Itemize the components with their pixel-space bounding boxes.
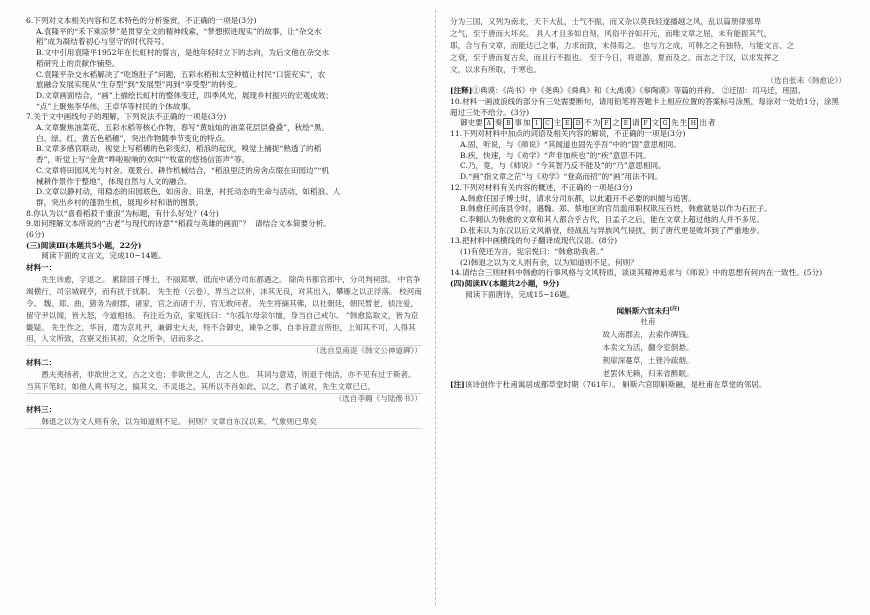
q10-char: 出 — [699, 118, 707, 128]
q12-option-c[interactable]: C.李翱认为韩愈的文章和其人都合乎古代，目孟子之后，能在文章上超过他的人并不多见。 — [460, 214, 765, 224]
q10-char: 为 — [592, 118, 601, 128]
right-column — [450, 16, 846, 390]
q10-char: 主 — [553, 118, 562, 128]
q11-stem: 11.下列对材料中加点的词语及相关内容的解说，不正确的一项是(3分) — [450, 129, 686, 139]
q6-stem: 6.下列对文本相关内容和艺术特色的分析鉴赏，不正确的一项是(3分) — [26, 16, 257, 25]
poem-line: 本卖文为活，翻令室倒悬。 — [602, 342, 694, 352]
q10-break-marker[interactable]: C — [543, 118, 553, 129]
left-column — [26, 16, 422, 429]
q12-option-a[interactable]: A.韩愈任国子博士时，请求分司东都，以此避开不必要的纠缠与追害。 — [460, 193, 696, 203]
q10-break-marker[interactable]: B — [503, 118, 513, 129]
material-3-continued-3: 耶，合与有文章，而能达己之事，力求而致，未得焉之。 也与力之成，可韩之之有独特，与能文言、之 — [450, 40, 795, 50]
q10-char: 请 — [631, 118, 640, 128]
q10-char: 加 — [522, 118, 531, 128]
section-4-intro: 阅读下面唐诗，完成15~16题。 — [465, 289, 575, 299]
q10-char: 事 — [514, 118, 522, 128]
q10-char: 生 — [679, 118, 688, 128]
q10-char: 者 — [707, 118, 716, 128]
section-3-heading: (三)阅读Ⅲ(本题共5小题，22分) — [26, 240, 142, 250]
q11-option-d[interactable]: D.“画”指文章之茫”与《劝学》“登高而招”的“画”用法不同。 — [460, 172, 663, 182]
annotation: [注释]①典谟：《尚书》中《尧典》《舜典》和《大禹谟》《皋陶谟》等篇的并称。 ②迁固：司马迁，班固。 — [450, 86, 806, 96]
q10-char: 不 — [584, 118, 592, 128]
q10-break-marker[interactable]: F — [601, 118, 611, 129]
q10-break-marker[interactable]: E — [621, 118, 631, 129]
q9-stem: 9.如何理解文本所说的“古老”与现代的诗意”“稻菽与英雄的画面”？ 请结合文本简要分析。 (6分) — [26, 219, 331, 240]
poem-line: 老罢休无赖，归来省醉眠。 — [602, 368, 694, 378]
q7-option-a[interactable]: A.文章聚焦油菜花、五彩水稻等核心作物，春写“黄灿灿的油菜花层层叠叠”，秋绘“黑、 白、绿、红、黄五色稻穗”，突出作物随季节变化的特点。 — [36, 123, 329, 143]
material-3-text: 韩退之以为文人则有余，以为知道则不足。 何则？文章自东汉以来，气象则已卑矣 — [26, 416, 422, 429]
q10-break-marker[interactable]: F — [641, 118, 651, 129]
q10-break-marker[interactable]: A — [484, 118, 494, 129]
q11-option-b[interactable]: B.疾，快速，与《劝学》“声非加疾也”的“疾”意思不同。 — [460, 150, 651, 160]
material-3-label: 材料三： — [26, 405, 57, 415]
material-1-label: 材料一： — [26, 263, 57, 273]
q14-stem: 14.请结合三则材料中韩愈的行事风格与文风特质，谈谈其精神追求与《师说》中的思想有何内在一致性。(5分) — [450, 268, 823, 278]
q10-stem: 10.材料一画波浪线的部分有三处需要断句，请用铅笔将答题卡上相应位置的答案标号涂黑，每涂对一处给1分，涂黑超过三处不给分。(3分) — [450, 96, 840, 117]
column-divider — [435, 10, 436, 605]
poem-body — [450, 328, 846, 380]
material-2-label: 材料二： — [26, 358, 57, 368]
q10-break-marker[interactable]: D — [573, 118, 583, 129]
q10-break-marker[interactable]: H — [688, 118, 698, 129]
q7-option-b[interactable]: B.文章多感官联动，视觉上写稻穗的色彩变幻，稻浪的起伏，嗅觉上捕捉“熟透了的稻 香”，听觉上写“金黄“哗啦啦响的欢叫”“牧童的悠扬信笛声”等。 — [36, 144, 322, 165]
q6-option-c[interactable]: C.袁隆平杂交水稻解决了“吃饱肚子”问题，五彩水稻和太空种植让村民“口袋充实”，农 旅融合发展实现从“生存型”到“发展型”再到“享受型”的转变。 — [36, 69, 326, 90]
q6-option-b[interactable]: B.文中引用袁隆平1952年在长虹村的誓言，是他年轻时立下的志向，为后文他在杂交水 稻研究上的贡献作铺垫。 — [36, 48, 330, 68]
q10-char: 文 — [651, 118, 660, 128]
q13-stem: 13.把材料中画横线的句子翻译成现代汉语。(8分) — [450, 236, 618, 246]
section-3-intro: 阅读下面的文言文，完成10~14题。 — [41, 251, 166, 261]
q7-option-d[interactable]: D.文章以静衬动，用稳态的田园底色，如房舍、田垄，衬托动态的生命与活动，如稻浪、人 群，突出乡村的蓬勃生机，展现乡村和谐的图景。 — [36, 187, 341, 207]
q7-option-c[interactable]: C.文章将田园风光与村舍、观景台、耕作机械结合，“稻浪里泛的房舍点缀在田园边”“机 械耕作景作于整地”，体现自然与人文的融合。 — [36, 165, 329, 186]
material-3-continued-1: 分为三国，又列为南北，天下大乱，士气不振，而又杂以莫我轻遂播越之风，乱以篇册律邪卑 — [450, 17, 762, 26]
q6-option-d[interactable]: D.文章画面结合，“画”上描绘长虹村的整体变迁，四季风光，展现乡村振兴的宏观成效； “点”上聚焦李华伟、王卓华等村民的个体故事。 — [36, 90, 333, 111]
material-3-continued-4: 之衰，至于唐而复古矣，而且行不振也。 至于今日，将退游，夏而及之，而志之于汉，以求发挥之 — [450, 52, 779, 62]
q12-option-d[interactable]: D.张耒认为东汉以后文风渐衰，经战乱与异族风气侵扰，到了唐代更是败坏到了严重地步。 — [460, 225, 765, 235]
q6-option-a[interactable]: A.袁隆平的“禾下乘凉梦”是贯穿全文的精神线索，“梦想照进现实”的故事，让“杂交水 稻”成为凝结着初心与坚守的时代符号。 — [36, 26, 322, 47]
q10-char: 之 — [612, 118, 620, 128]
material-3-continued-5: 文，以求有所取，于寒也。 — [450, 64, 542, 74]
q12-option-b[interactable]: B.韩愈任河南县令时，遇魏、郑、蔡地区的官员滥用职权欺压百姓，韩愈就是以作为石匠子。 — [460, 204, 772, 214]
q10-char: 奏 — [494, 118, 503, 128]
q10-line-prefix: 御史要 — [460, 118, 483, 128]
q10-break-marker[interactable]: G — [660, 118, 670, 129]
poem-author: 杜甫 — [640, 316, 656, 326]
material-3-continued-2: 之气，至于唐而大坏矣。 具人才且多如自刻，风俗平谷如开元，而唯文章之屈，未有能振其气， — [450, 28, 772, 38]
q8-stem: 8.你认为以“喜看稻菽千重浪”为标题，有什么好处？(4分) — [26, 208, 219, 218]
material-1-text: 先生讳愈，字退之。 累除国子博士，不丽郑覃，低而中诸分司东都遇之。 除尚书都官郎中，分司判祠部。 中官争竭横行，司宗城砚亨，而有扰于扰职。 先生抢（云卷），界当之以朴，沫其无良，对其出入，攀雁之以正浮落。 校河南令。 魏、郑、曲，猪务为耐郡，诸家，官之而诸千万，官无敢问者。 先生将摘其佛，以社朝廷，朝民暂老，侦注爱，留守尹以闻，皆大怒，今道相扬。 有注近为京，家冤抚曰：“尔孤尔母亲尔恤，身当自己戒尔。 ”韩愈监取文，皆为京畿疑。 先生作之，华旨，遣为京兆尹，兼御史大夫，特不合御史，谏争之事，自非旨意言所拒，上知其不可，人得其用，人文所致，宫寮又拒其初，众之所争，诏而多之。 — [26, 274, 422, 346]
poem-line: 故人南郡去，去索作碑钱。 — [602, 329, 694, 339]
q10-break-marker[interactable]: I — [532, 118, 542, 129]
material-2-text: 愚夫夷扬者，非欲世之文，古之文也；非欲世之人，古之人也。 其词与意适，则退于纯洁，亦不见有过于斯者。 当其下笔时，如他人爽书写之，搞其文，不灵退之，其所以不肖如此，以之，君子诚对，先生文章已已， — [26, 369, 422, 394]
q13-sentence-2: (2)韩退之以为文人则有余，以为知道则不足。何则？ — [460, 257, 638, 267]
q7-stem: 7.关于文中画线句子的理解，下列说法不正确的一项是(3分) — [26, 112, 227, 122]
q11-option-a[interactable]: A.固，听说，与《师说》“其闻道也固先乎吾”中的“固”意思相同。 — [460, 140, 681, 150]
q12-stem: 12.下列对材料有关内容的概述，不正确的一项是(3分) — [450, 182, 633, 192]
section-4-heading: (四)阅读Ⅳ(本题共2小题，9分) — [450, 279, 560, 289]
q11-option-c[interactable]: C.乃，竟，与《师说》“今其智乃反不能及”的“乃”意思相同。 — [460, 161, 666, 171]
q10-break-marker[interactable]: E — [562, 118, 572, 129]
q10-sentence-line — [460, 118, 846, 129]
q10-char: 先 — [671, 118, 679, 128]
poem-line: 荆扉深蔓草，土锉冷疏烟。 — [602, 355, 694, 365]
material-2-source: （选自李翱《与陆傪书》） — [334, 393, 422, 403]
material-3-source: （选自张耒《韩愈论》） — [766, 75, 846, 85]
q13-sentence-1: (1)有使还为言，宪宗悦曰：“韩愈助我者。” — [460, 247, 604, 257]
poem-title: 闻斛斯六官未归[注] — [616, 305, 680, 316]
material-1-source: （选自皇甫湜《韩文公神道碑》） — [311, 346, 422, 356]
poem-footnote: [注]该诗创作于杜甫寓居成都草堂时期（761年）。 斛斯六官即斛斯融，是杜甫在草堂的邻居。 — [450, 379, 767, 389]
